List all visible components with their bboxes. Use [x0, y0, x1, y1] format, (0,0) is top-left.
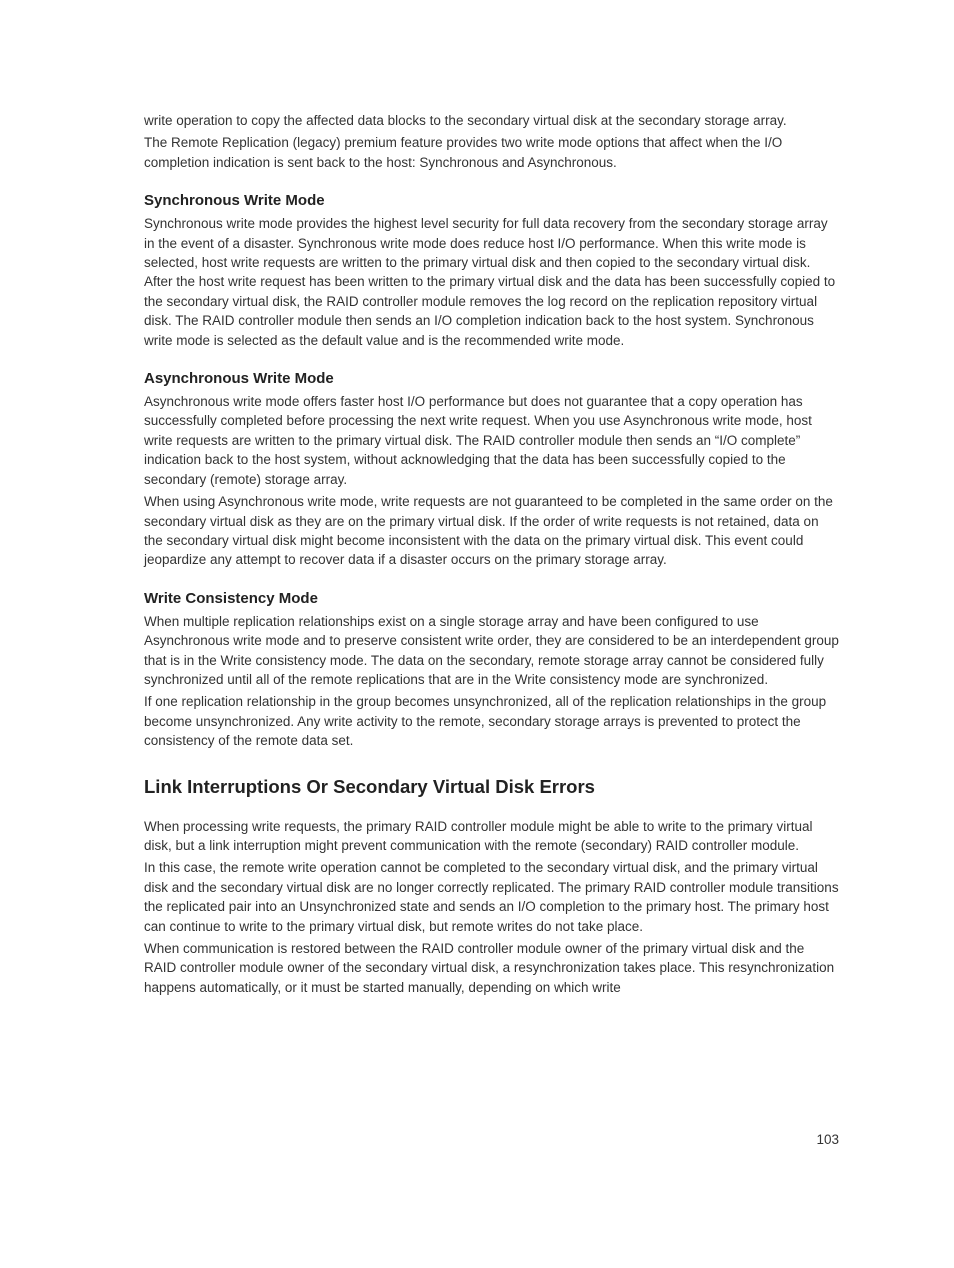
paragraph-consistency-2: If one replication relationship in the group becomes unsynchronized, all of the replication relationships in the group become unsynchronized. Any write activity to the remote, secondary storage arrays is prevented to protect the consistency of the remote data set. — [144, 694, 827, 749]
paragraph-asynchronous-2: When using Asynchronous write mode, write requests are not guaranteed to be completed in the same order on the secondary virtual disk as they are on the primary virtual disk. If the order of write requests is not retained, data on the secondary virtual disk might become inconsistent with the data on the primary virtual disk. This event could jeopardize any attempt to recover data if a disaster occurs on the primary storage array. — [144, 494, 833, 568]
page-number: 103 — [816, 1132, 839, 1147]
document-body — [144, 111, 840, 1000]
paragraph-link-1: When processing write requests, the primary RAID controller module might be able to write to the primary virtual disk, but a link interruption might prevent communication with the remote (secondary) RAID controller module. — [144, 818, 813, 853]
heading-asynchronous-write-mode: Asynchronous Write Mode — [144, 370, 334, 388]
paragraph-intro-1: write operation to copy the affected data blocks to the secondary virtual disk at the secondary storage array. — [144, 113, 787, 128]
paragraph-link-2: In this case, the remote write operation cannot be completed to the secondary virtual disk, and the primary virtual disk and the secondary virtual disk are no longer correctly replicated. The primary RAID controller module transitions the replicated pair into an Unsynchronized state and sends an I/O completion to the primary host. The primary host can continue to write to the primary virtual disk, but remote writes do not take place. — [144, 860, 839, 934]
heading-synchronous-write-mode: Synchronous Write Mode — [144, 192, 325, 210]
paragraph-link-3: When communication is restored between the RAID controller module owner of the primary virtual disk and the RAID controller module owner of the secondary virtual disk, a resynchronization takes place. This resynchronization happens automatically, or it must be started manually, depending on which write — [144, 941, 835, 995]
paragraph-asynchronous-1: Asynchronous write mode offers faster host I/O performance but does not guarantee that a copy operation has successfully completed before processing the next write request. When you use Asynchronous write mode, host write requests are written to the primary virtual disk. The RAID controller module then sends an “I/O complete” indication back to the host system, without acknowledging that the data has been successfully copied to the secondary (remote) storage array. — [144, 394, 812, 487]
paragraph-intro-2: The Remote Replication (legacy) premium feature provides two write mode options that affect when the I/O completion indication is sent back to the host: Synchronous and Asynchronous. — [144, 135, 783, 170]
paragraph-synchronous-1: Synchronous write mode provides the highest level security for full data recovery from the secondary storage array in the event of a disaster. Synchronous write mode does reduce host I/O performance. When this write mode is selected, host write requests are written to the primary virtual disk and then copied to the secondary virtual disk. After the host write request has been written to the primary virtual disk and the data has been successfully copied to the secondary virtual disk, the RAID controller module removes the log record on the replication repository virtual disk. The RAID controller module then sends an I/O completion indication back to the host system. Synchronous write mode is selected as the default value and is the recommended write mode. — [144, 216, 836, 348]
heading-write-consistency-mode: Write Consistency Mode — [144, 589, 318, 607]
paragraph-consistency-1: When multiple replication relationships exist on a single storage array and have been configured to use Asynchronous write mode and to preserve consistent write order, they are considered to be an interdependent group that is in the Write consistency mode. The data on the secondary, remote storage array cannot be considered fully synchronized until all of the remote replications that are in the Write consistency mode are synchronized. — [144, 613, 839, 687]
heading-link-interruptions: Link Interruptions Or Secondary Virtual Disk Errors — [144, 775, 595, 797]
